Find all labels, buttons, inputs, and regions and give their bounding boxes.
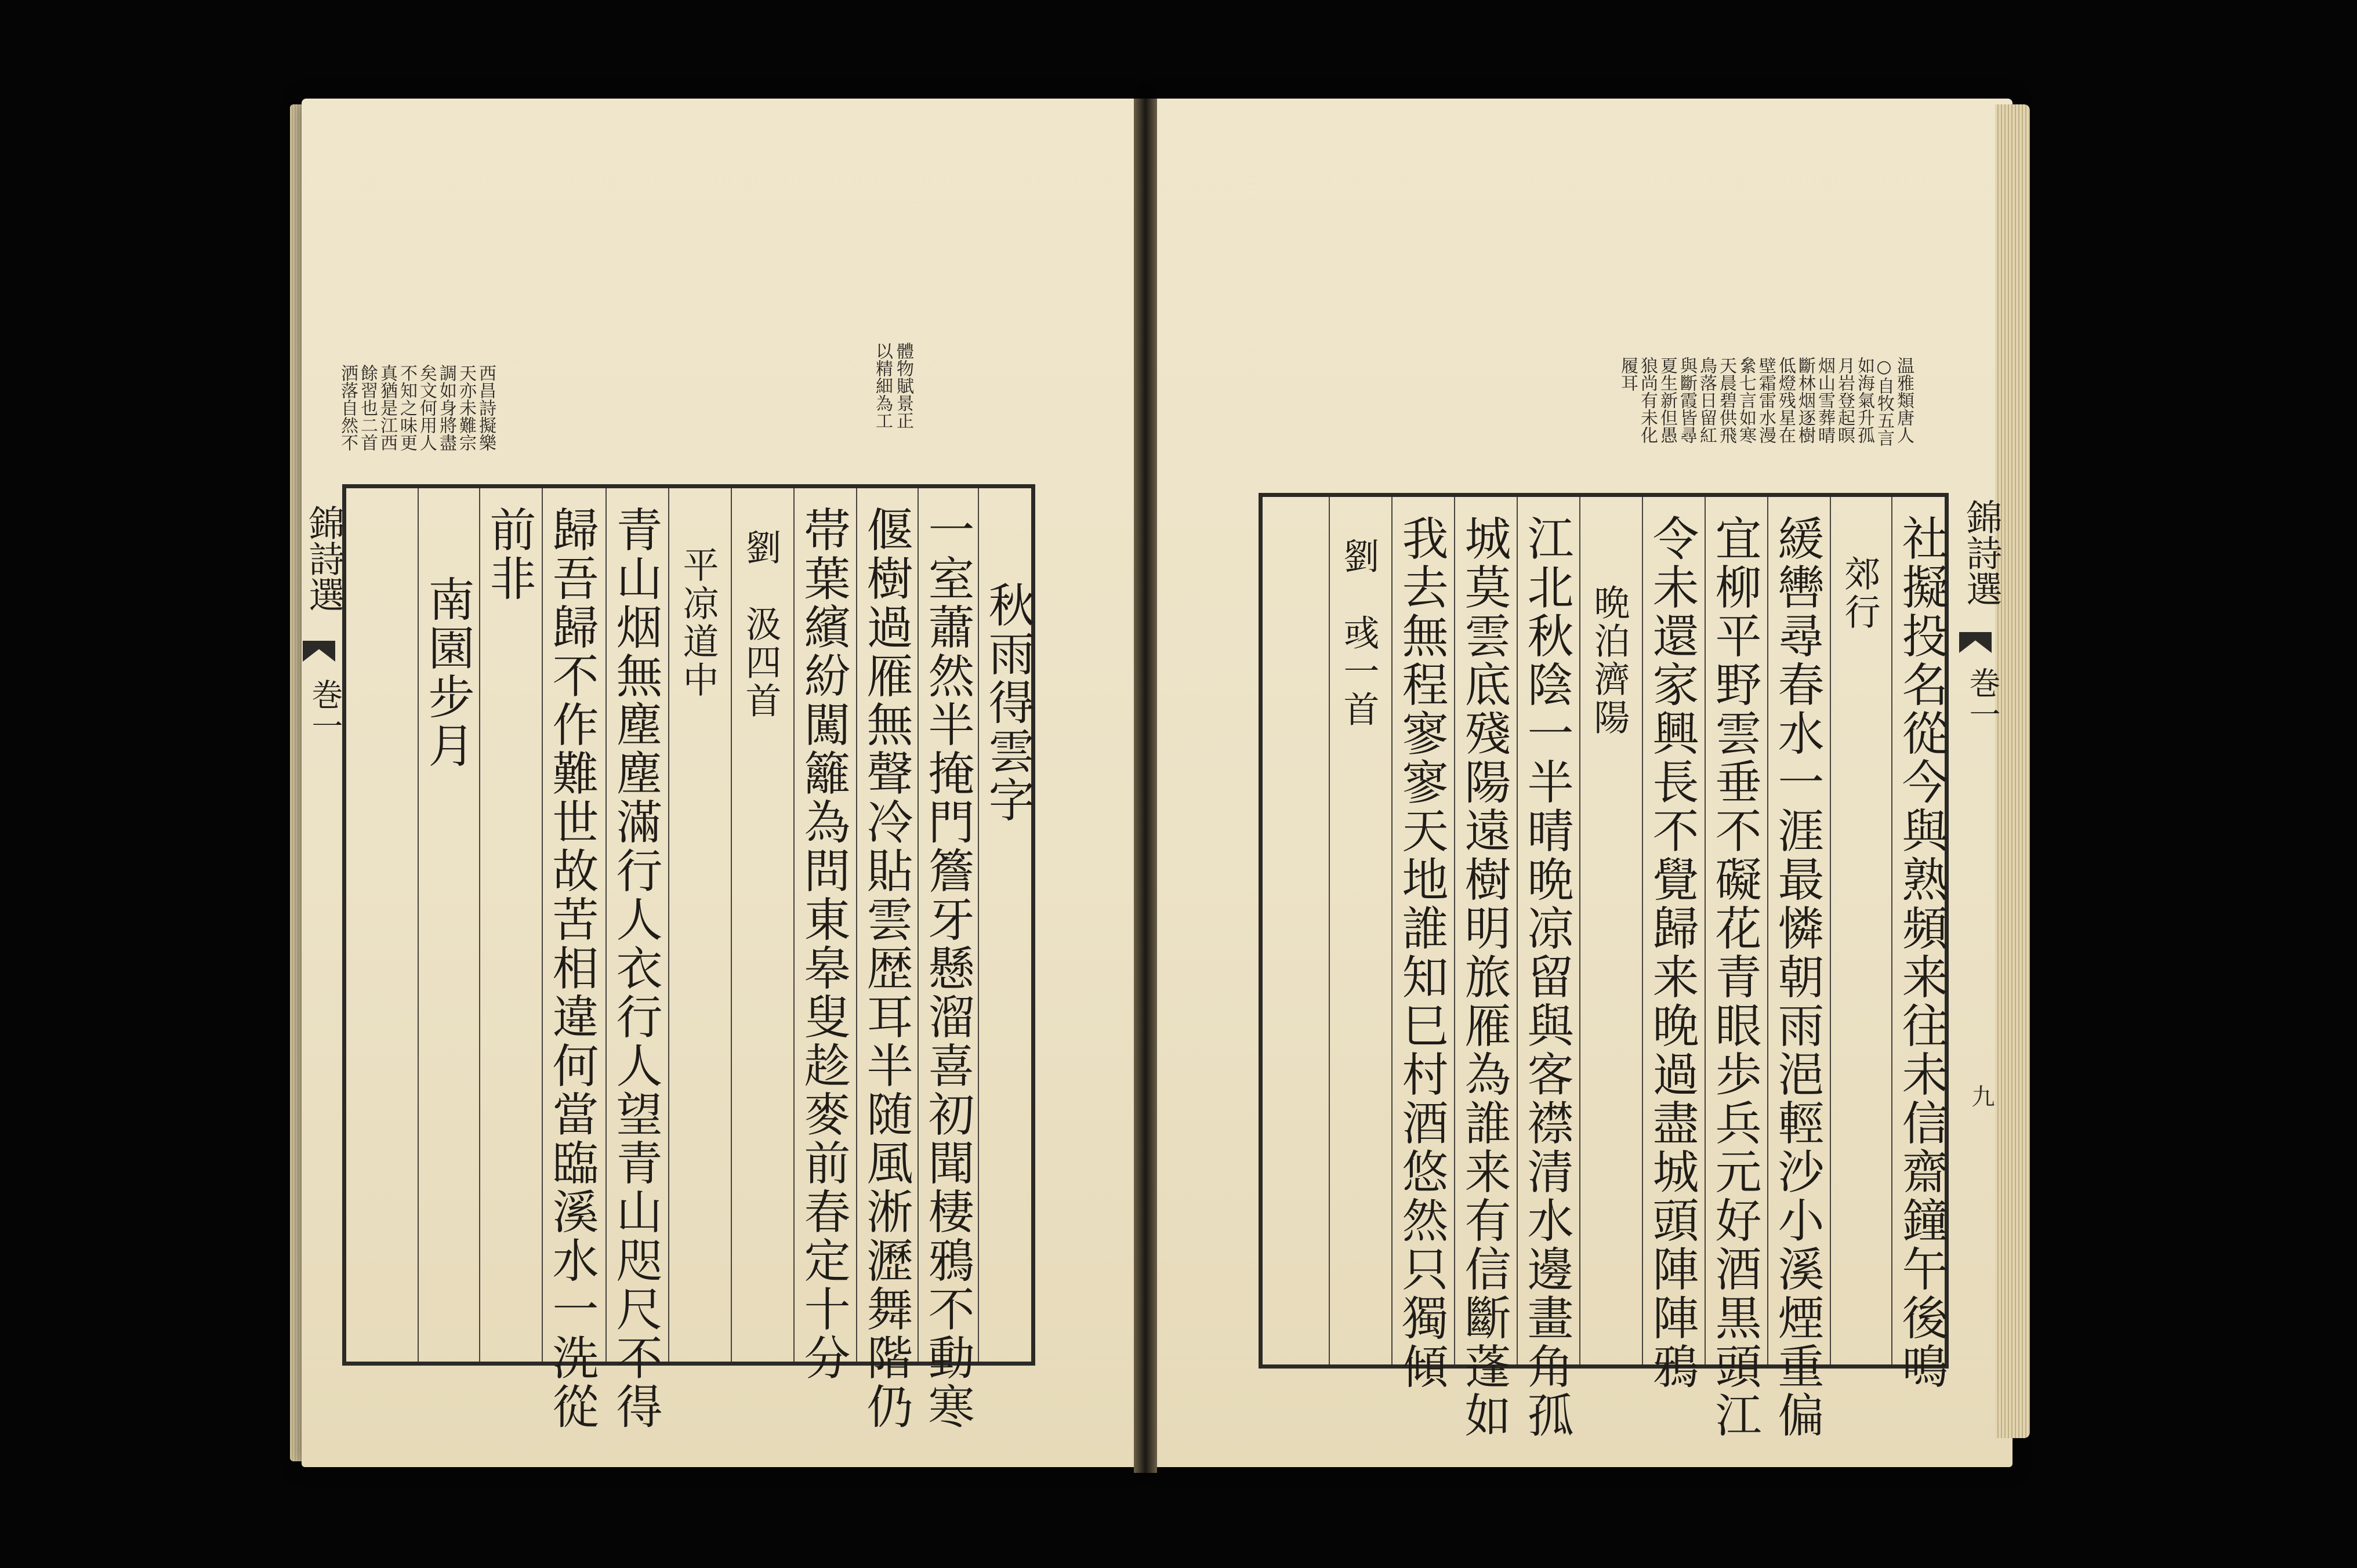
rule-line (1391, 497, 1393, 1364)
right-page-edges (1995, 104, 2030, 1438)
open-book (290, 99, 2030, 1479)
poem-line: 令未還家興長不覺歸来晚過盡城頭陣陣鴉 (1645, 514, 1699, 1391)
right-head-note-14: 狼尚有未化 (1637, 357, 1658, 444)
left-head-note-9: 餘習也二首 (357, 364, 378, 451)
rule-line (1454, 497, 1455, 1364)
poem-line: 社擬投名從今與熟頻来往未信齋鐘午後鳴 (1894, 514, 1948, 1391)
rule-line (918, 488, 919, 1362)
rule-line (1642, 497, 1643, 1364)
right-text-frame (1259, 493, 1949, 1440)
poem-title-autumn-rain: 秋雨得雲字 (981, 581, 1035, 825)
right-spine-volume: 巻一 (1964, 667, 2001, 729)
rule-line (542, 488, 543, 1362)
left-head-note-4: 天亦未難宗 (456, 364, 476, 451)
poem-line: 偃樹過雁無聲冷貼雲歴耳半随風淅瀝舞階仍 (859, 506, 913, 1431)
left-head-note-8: 真猶是江西 (377, 364, 397, 451)
rule-line (668, 488, 669, 1362)
poem-title-suburban-walk: 郊行 (1839, 555, 1881, 631)
right-head-note-3: 如海氣升孤 (1854, 357, 1874, 444)
rule-line (1329, 497, 1330, 1364)
right-head-note-9: 絫七言如寒 (1736, 357, 1756, 444)
poem-line: 我去無程寥寥天地誰知巳村酒悠然只獨傾 (1394, 514, 1448, 1391)
rule-line (1891, 497, 1892, 1364)
right-head-note-4: 月岩登起暝 (1834, 357, 1855, 444)
poem-line: 歸吾歸不作難世故苦相違何當臨溪水一洗從 (545, 506, 599, 1431)
rule-line (856, 488, 857, 1362)
right-head-note-15: 履耳 (1618, 357, 1638, 391)
poem-line: 帯葉繽紛闖籬為問東皋叟趁麥前春定十分 (796, 506, 850, 1382)
right-head-note-6: 斷林烟逐樹 (1795, 357, 1815, 444)
right-head-note-12: 與斷霞皆尋 (1677, 357, 1697, 444)
rule-line (605, 488, 607, 1362)
right-head-note-1: 温雅類唐人 (1894, 357, 1914, 444)
left-spine-volume: 巻一 (307, 678, 343, 741)
left-spine-title: 錦詩選 (303, 504, 345, 612)
rule-line (1705, 497, 1706, 1364)
author-heading: 劉 彧一首 (1337, 538, 1380, 729)
rule-line (793, 488, 795, 1362)
right-head-note-13: 夏生新但愚 (1657, 357, 1677, 444)
left-head-note-6: 矣文何用人 (416, 364, 437, 451)
left-head-note-5: 調如身將盡 (436, 364, 456, 451)
poem-line: 青山烟無塵塵滿行人衣行人望青山咫尺不得 (608, 506, 662, 1431)
poem-line: 江北秋陰一半晴晩凉留與客襟清水邊畫角孤 (1520, 514, 1573, 1440)
left-head-note-3: 西昌詩擬樂 (476, 364, 496, 451)
rule-line (1830, 497, 1831, 1364)
author-heading: 劉 汲四首 (739, 529, 782, 720)
poem-title-south-garden: 南園步月 (420, 575, 474, 770)
rule-line (731, 488, 732, 1362)
right-head-note-11: 鳥落日留紅 (1696, 357, 1717, 444)
right-head-note-10: 天晨碧供飛 (1716, 357, 1736, 444)
poem-title-jiyang: 晩泊濟陽 (1588, 584, 1630, 737)
left-text-frame (342, 484, 1035, 1431)
rule-line (1517, 497, 1518, 1364)
right-spine-title: 錦詩選 (1960, 499, 2003, 607)
right-head-note-5: 烟山雪葬晴 (1815, 357, 1835, 444)
folio-number: 九 (1968, 1084, 1995, 1108)
right-head-note-2: ○自牧五言 (1874, 357, 1894, 447)
book-gutter (1134, 99, 1157, 1473)
left-head-note-10: 洒落自然不 (338, 364, 358, 451)
right-head-note-7: 低燈残星在 (1775, 357, 1796, 444)
rule-line (418, 488, 419, 1362)
rule-line (978, 488, 979, 1362)
right-head-note-8: 壁霜雷水漫 (1756, 357, 1776, 444)
poem-line: 一室蕭然半掩門簷牙懸溜喜初聞棲鴉不動寒 (920, 506, 974, 1431)
rule-line (1767, 497, 1768, 1364)
poem-line: 宜柳平野雲垂不礙花青眼歩兵元好酒黒頭江 (1707, 514, 1761, 1440)
poem-line: 前非 (482, 506, 536, 603)
left-head-note-1: 體物賦景正 (893, 342, 913, 429)
poem-line: 緩轡尋春水一涯最憐朝雨浥輕沙小溪煙重偏 (1770, 514, 1824, 1440)
rule-line (1579, 497, 1580, 1364)
poem-line: 城莫雲底殘陽遠樹明旅雁為誰来有信斷蓬如 (1457, 514, 1511, 1440)
rule-line (479, 488, 480, 1362)
poem-title-pingliang: 平凉道中 (677, 546, 719, 699)
left-head-note-7: 不知之味更 (397, 364, 417, 451)
left-head-note-2: 以精細為工 (872, 342, 893, 429)
